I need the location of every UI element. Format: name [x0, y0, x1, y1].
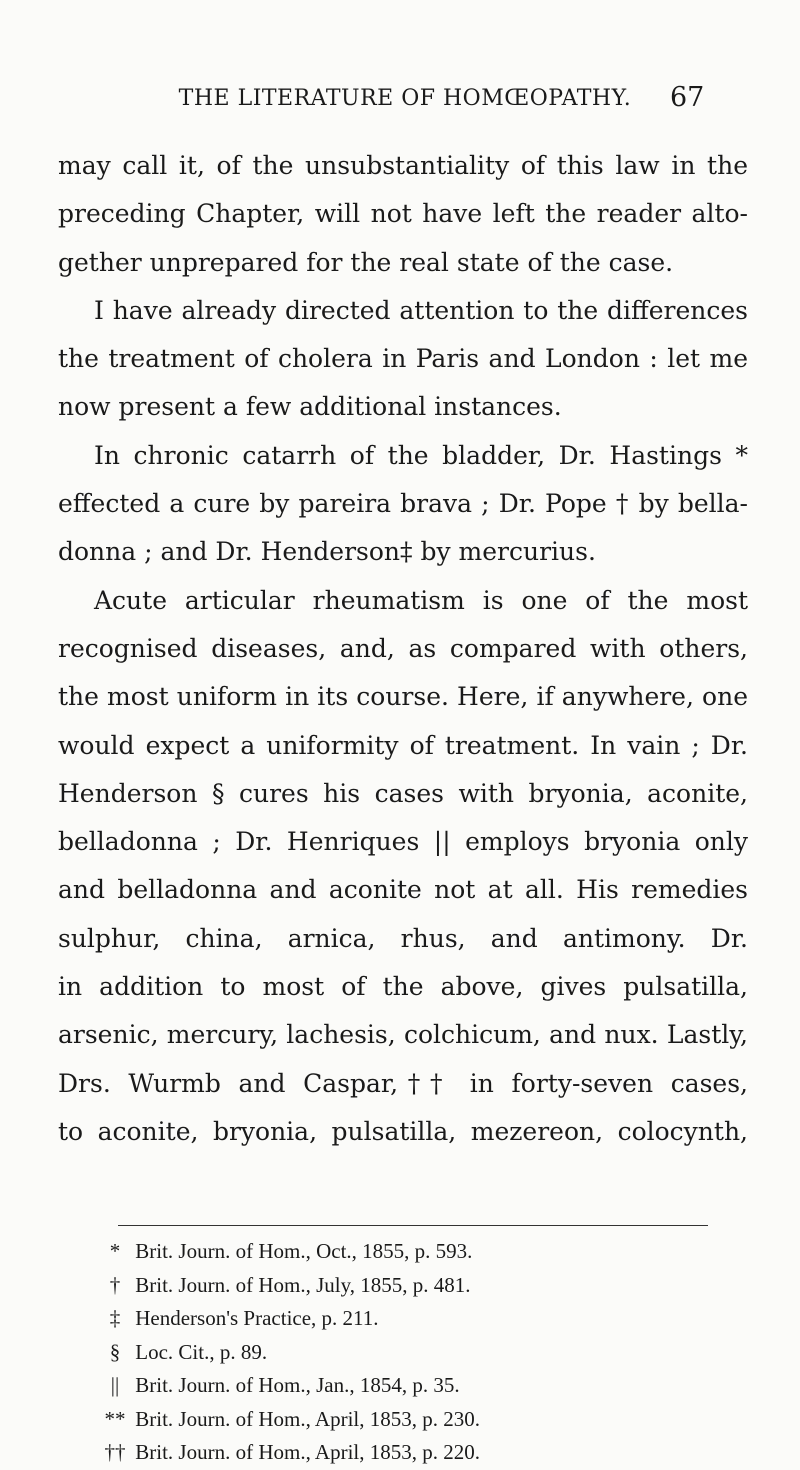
- body-line: Henderson § cures his cases with bryonia, aconite,: [58, 778, 748, 808]
- body-line: sulphur, china, arnica, rhus, and antimony. Dr.: [58, 923, 748, 953]
- footnote: [100, 1302, 740, 1336]
- page-number: 67: [670, 82, 705, 113]
- footnote-text: Loc. Cit., p. 89.: [135, 1339, 268, 1364]
- footnote-text: Brit. Journ. of Hom., Oct., 1855, p. 593.: [135, 1239, 473, 1263]
- footnote: [100, 1336, 740, 1370]
- footnote-text: Brit. Journ. of Hom., April, 1853, p. 230.: [135, 1406, 480, 1431]
- body-line: I have already directed attention to the differences: [94, 295, 748, 325]
- footnote: [100, 1403, 740, 1437]
- page-header: [0, 82, 800, 122]
- body-line: Acute articular rheumatism is one of the most: [94, 585, 748, 615]
- footnote: [100, 1436, 740, 1470]
- footnote-text: Brit. Journ. of Hom., July, 1855, p. 481.: [135, 1272, 471, 1297]
- body-line: recognised diseases, and, as compared with others,: [58, 633, 748, 663]
- footnote-mark: §: [109, 1339, 121, 1364]
- footnote-text: Brit. Journ. of Hom., Jan., 1854, p. 35.: [135, 1373, 460, 1397]
- body-line: may call it, of the unsubstantiality of this law in the: [58, 151, 748, 180]
- body-text: [58, 142, 748, 1156]
- footnote: [100, 1269, 740, 1303]
- footnote-rule: [118, 1225, 708, 1226]
- body-line: now present a few additional instances.: [58, 392, 562, 422]
- body-line: preceding Chapter, will not have left the reader alto-: [58, 199, 748, 229]
- body-line: to aconite, bryonia, pulsatilla, mezereon, colocynth,: [58, 1116, 748, 1146]
- body-line: in addition to most of the above, gives pulsatilla,: [58, 972, 748, 1002]
- body-line: and belladonna and aconite not at all. His remedies: [58, 875, 748, 905]
- footnote-mark: ††: [104, 1440, 126, 1464]
- footnote: [100, 1369, 740, 1403]
- footnote: [100, 1235, 740, 1269]
- body-line: effected a cure by pareira brava ; Dr. Pope † by bella-: [58, 489, 748, 519]
- footnote-mark: †: [109, 1272, 121, 1297]
- body-line: arsenic, mercury, lachesis, colchicum, and nux. Lastly,: [58, 1020, 748, 1050]
- footnote-text: Henderson's Practice, p. 211.: [135, 1306, 379, 1330]
- body-line: gether unprepared for the real state of the case.: [58, 247, 674, 277]
- footnote-mark: ‡: [109, 1306, 121, 1330]
- body-line: In chronic catarrh of the bladder, Dr. Hastings *: [94, 440, 748, 470]
- body-line: Drs. Wurmb and Caspar,†† in forty-seven cases,: [58, 1068, 748, 1098]
- footnote-mark: *: [109, 1239, 121, 1263]
- footnote-mark: ||: [110, 1373, 120, 1397]
- body-line: donna ; and Dr. Henderson‡ by mercurius.: [58, 537, 596, 567]
- body-line: belladonna ; Dr. Henriques || employs bryonia only: [58, 827, 748, 857]
- body-line: the treatment of cholera in Paris and London : let me: [58, 344, 748, 374]
- footnotes: [100, 1235, 740, 1470]
- body-line: would expect a uniformity of treatment. In vain ; Dr.: [58, 730, 748, 760]
- footnote-mark: **: [104, 1406, 126, 1431]
- running-head: THE LITERATURE OF HOMŒOPATHY.: [178, 86, 632, 111]
- footnote-text: Brit. Journ. of Hom., April, 1853, p. 220.: [135, 1440, 480, 1464]
- body-line: the most uniform in its course. Here, if anywhere, one: [58, 682, 748, 712]
